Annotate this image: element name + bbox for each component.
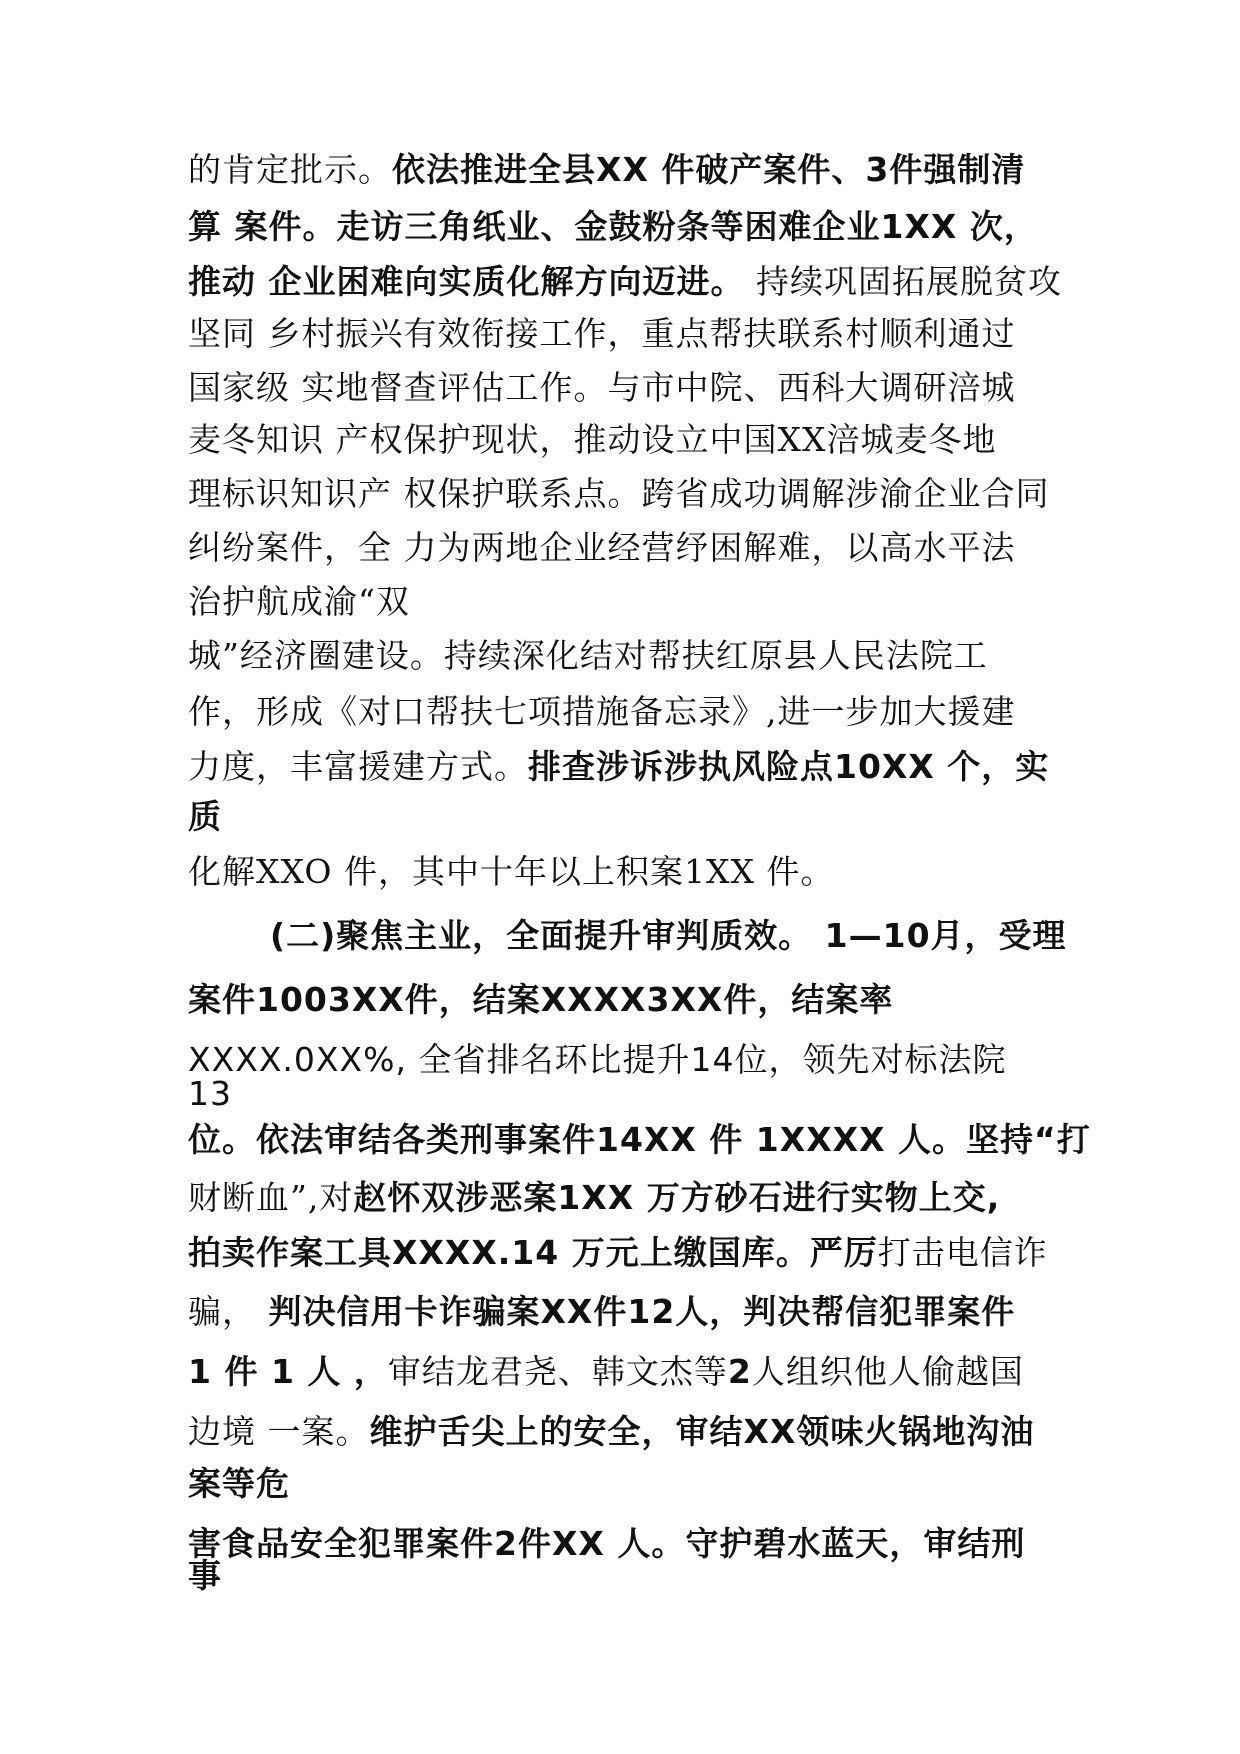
text-run-bold: 害食品安全犯罪案件2件XX 人。守护碧水蓝天，审结刑 bbox=[188, 1524, 1026, 1563]
text-line bbox=[188, 1412, 1034, 1452]
text-line bbox=[188, 368, 1016, 408]
text-line bbox=[188, 1556, 222, 1596]
text-line bbox=[188, 1524, 1025, 1564]
text-run: 人组织他人偷越国 bbox=[751, 1352, 1024, 1391]
text-line bbox=[188, 1352, 1024, 1392]
text-line bbox=[188, 1292, 1015, 1332]
text-run-bold: 事 bbox=[188, 1556, 222, 1595]
section-heading bbox=[270, 916, 1067, 956]
text-run-bold: 判决信用卡诈骗案XX件12人，判决帮信犯罪案件 bbox=[256, 1292, 1016, 1331]
text-line bbox=[188, 207, 1038, 247]
text-run: 骗， bbox=[188, 1292, 256, 1331]
text-run-bold: 依法推进全县XX 件破产案件、3件强制清 bbox=[392, 150, 1026, 189]
text-run: 治护航成渝“双 bbox=[188, 582, 410, 621]
text-run-bold: 维护舌尖上的安全，审结XX领味火锅地沟油 bbox=[369, 1412, 1035, 1451]
text-line bbox=[188, 420, 996, 460]
text-run-bold: 拍卖作案工具XXXX.14 万元上缴国库。严厉 bbox=[188, 1233, 878, 1272]
text-run: 作，形成《对口帮扶七项措施备忘录》,进一步加大援建 bbox=[188, 692, 1016, 731]
text-run: 边境 一案。 bbox=[188, 1412, 370, 1451]
text-run: 纠纷案件，全 力为两地企业经营纾困解难，以高水平法 bbox=[188, 528, 1016, 567]
text-line bbox=[188, 582, 410, 622]
text-line bbox=[188, 852, 834, 892]
text-run-bold: 推动 企业困难向实质化解方向迈进。 bbox=[188, 262, 745, 301]
text-run-bold: 算 案件。走访三角纸业、金鼓粉条等困难企业1XX 次， bbox=[188, 207, 1038, 246]
text-line bbox=[188, 1120, 1091, 1160]
text-line bbox=[188, 980, 893, 1020]
text-run-bold: 2 bbox=[727, 1352, 752, 1391]
text-run-bold: 位。依法审结各类刑事案件14XX 件 1XXXX 人。坚持“打 bbox=[188, 1120, 1091, 1159]
text-line bbox=[188, 636, 988, 676]
text-run: 坚同 乡村振兴有效衔接工作，重点帮扶联系村顺利通过 bbox=[188, 314, 1016, 353]
text-run-bold: 案等危 bbox=[188, 1464, 290, 1503]
text-run: 国家级 实地督查评估工作。与市中院、西科大调研涪城 bbox=[188, 368, 1016, 407]
text-run-bold: 质 bbox=[188, 797, 222, 836]
text-run: 持续巩固拓展脱贫攻 bbox=[744, 262, 1062, 301]
text-line bbox=[188, 528, 1016, 568]
text-line bbox=[188, 692, 1016, 732]
text-line bbox=[188, 1178, 1000, 1218]
text-run: 的肯定批示。 bbox=[188, 150, 392, 189]
text-run: 13 bbox=[188, 1074, 232, 1113]
text-line bbox=[188, 150, 1025, 190]
text-run: XXXX.0XX%, 全省排名环比提升14位，领先对标法院 bbox=[188, 1040, 1007, 1079]
text-run: 城”经济圈建设。持续深化结对帮扶红原县人民法院工 bbox=[188, 636, 988, 675]
text-run: 力度，丰富援建方式。 bbox=[188, 747, 528, 786]
text-run: 打击电信诈 bbox=[877, 1233, 1048, 1272]
text-line bbox=[188, 747, 1049, 787]
text-line bbox=[188, 314, 1016, 354]
text-run-bold: 赵怀双涉恶案1XX 万方砂石进行实物上交, bbox=[353, 1178, 1001, 1217]
text-run: 麦冬知识 产权保护现状，推动设立中国XX涪城麦冬地 bbox=[188, 420, 997, 459]
text-line bbox=[188, 474, 1050, 514]
text-line bbox=[188, 1074, 232, 1114]
text-run-bold: 排查涉诉涉执风险点10XX 个，实 bbox=[528, 747, 1050, 786]
text-line bbox=[188, 1233, 1048, 1273]
text-line bbox=[188, 797, 222, 837]
text-line bbox=[188, 1040, 1006, 1080]
text-run: 财断血”,对 bbox=[188, 1178, 354, 1217]
text-run: 审结龙君尧、韩文杰等 bbox=[387, 1352, 728, 1391]
text-run-bold: (二)聚焦主业，全面提升审判质效。 1—10月，受理 bbox=[270, 916, 1067, 955]
text-run: 化解XXO 件，其中十年以上积案1XX 件。 bbox=[188, 852, 835, 891]
text-run-bold: 案件1003XX件，结案XXXX3XX件，结案率 bbox=[188, 980, 894, 1019]
text-run-bold: 1 件 1 人 ， bbox=[188, 1352, 388, 1391]
text-line bbox=[188, 262, 1062, 302]
text-line bbox=[188, 1464, 290, 1504]
text-run: 理标识知识产 权保护联系点。跨省成功调解涉渝企业合同 bbox=[188, 474, 1050, 513]
